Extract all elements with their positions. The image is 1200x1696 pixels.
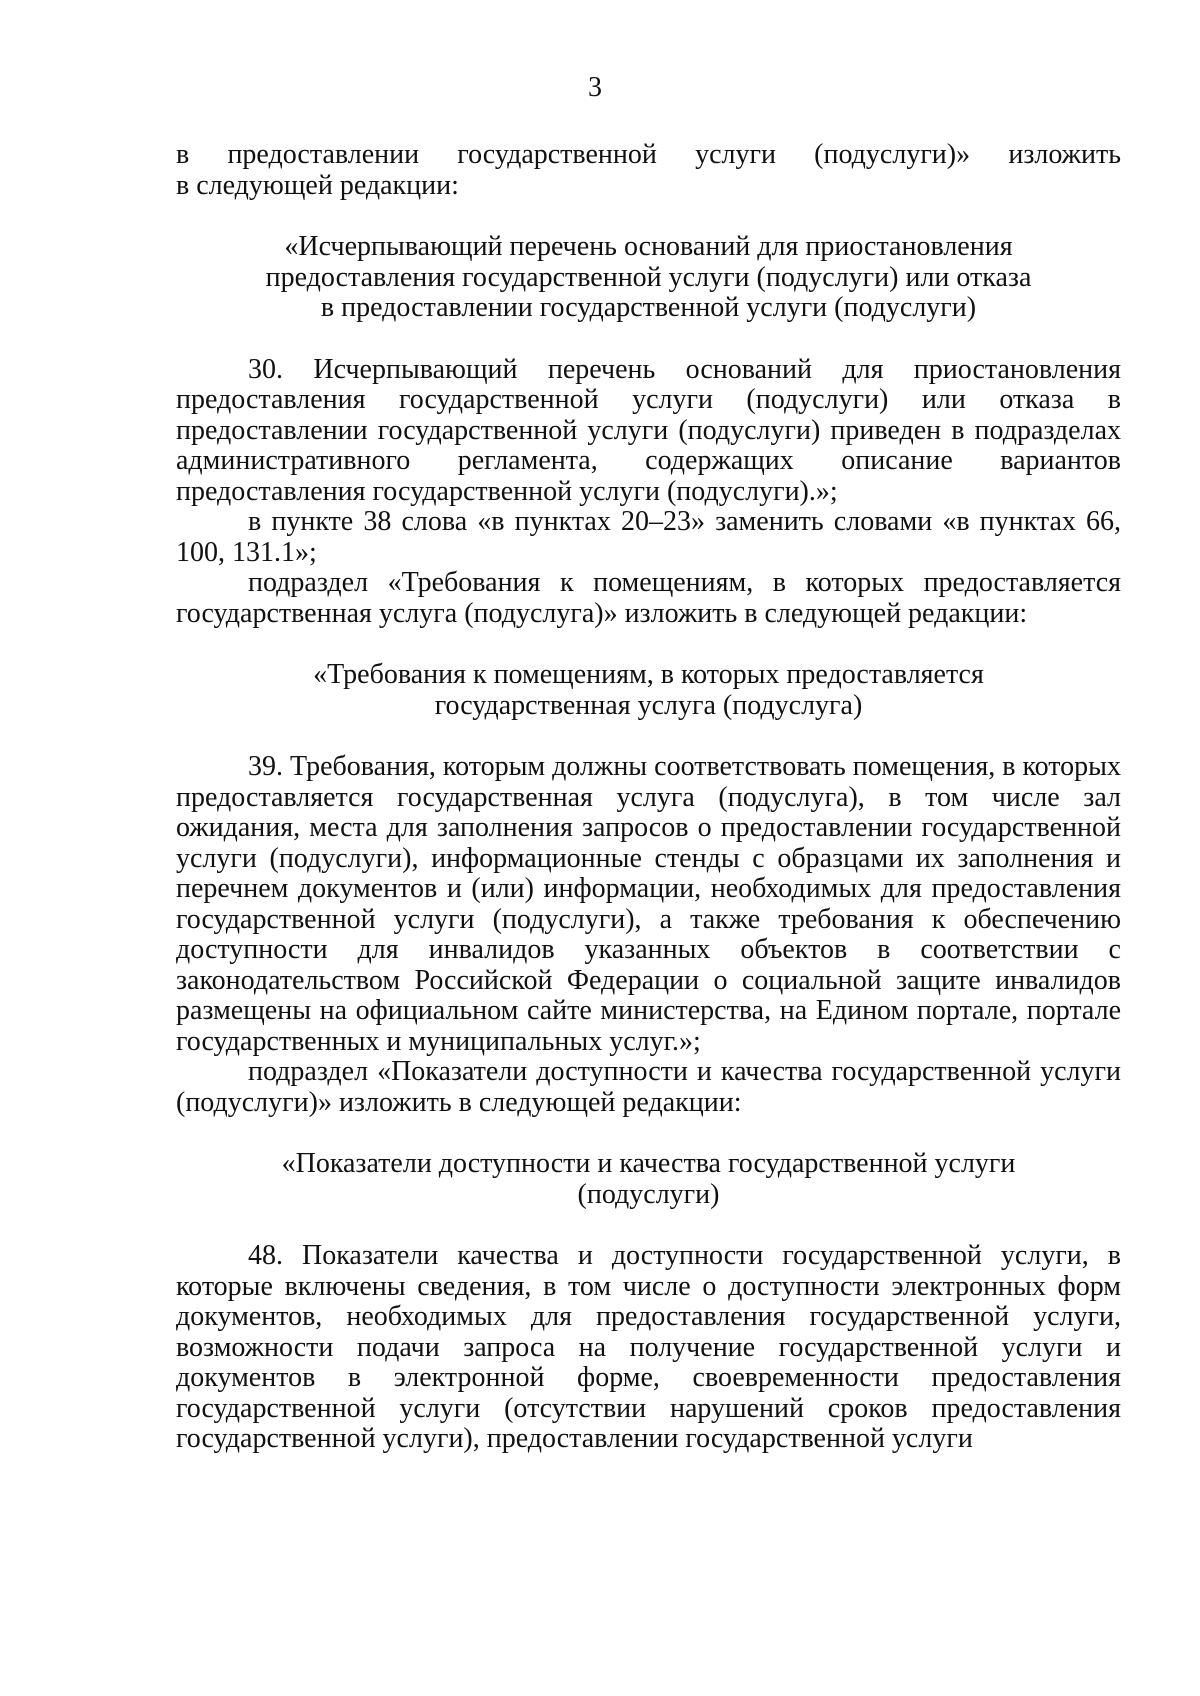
section-heading-grounds [176,232,1121,324]
intro-paragraph [176,140,1121,201]
paragraph-subsection-premises: подраздел «Требования к помещениям, в которых предоставляется государственная услуга (подуслуга)» изложить в следующей редакции: [176,567,1121,629]
section-heading-premises [176,660,1121,721]
paragraph-subsection-indicators: подраздел «Показатели доступности и качества государственной услуги (подуслуги)» изложить в следующей редакции: [176,1056,1121,1118]
paragraph-30: 30. Исчерпывающий перечень оснований для приостановления предоставления государственной услуги (подуслуги) или отказа в предоставлении государственной услуги (подуслуги) приведен в подразделах административного регламента, содержащих описание вариантов предоставления государственной услуги (подуслуги).»; [176,353,1121,507]
page-number: 3 [588,72,602,103]
intro-line-1: в предоставлении государственной услуги (подуслуги)» изложить [176,139,1121,170]
heading-grounds-line-1: «Исчерпывающий перечень оснований для приостановления [284,231,1013,262]
section-heading-indicators [176,1149,1121,1210]
document-body [176,140,1121,1455]
heading-grounds-line-2: предоставления государственной услуги (подуслуги) или отказа [265,261,1032,293]
paragraph-48: 48. Показатели качества и доступности государственной услуги, в которые включены сведения, в том числе о доступности электронных форм документов, необходимых для предоставления государственной услуги, возможности подачи запроса на получение государственной услуги и документов в электронной форме, своевременности предоставления государственной услуги (отсутствии нарушений сроков предоставления государственной услуги), предоставлении государственной услуги [176,1240,1121,1454]
heading-grounds-line-3: в предоставлении государственной услуги (подуслуги) [320,292,977,323]
heading-indicators-line-2: (подуслуги) [577,1178,720,1210]
heading-premises-line-2: государственная услуга (подуслуга) [434,689,863,721]
heading-premises-line-1: «Требования к помещениям, в которых предоставляется [313,659,984,690]
paragraph-item-38: в пункте 38 слова «в пунктах 20–23» заменить словами «в пунктах 66, 100, 131.1»; [176,506,1121,568]
heading-indicators-line-1: «Показатели доступности и качества государственной услуги [281,1148,1016,1179]
paragraph-39: 39. Требования, которым должны соответствовать помещения, в которых предоставляется государственная услуга (подуслуга), в том числе зал ожидания, места для заполнения запросов о предоставлении государственной услуги (подуслуги), информационные стенды с образцами их заполнения и перечнем документов и (или) информации, необходимых для предоставления государственной услуги (подуслуги), а также требования к обеспечению доступности для инвалидов указанных объектов в соответствии с законодательством Российской Федерации о социальной защите инвалидов размещены на официальном сайте министерства, на Едином портале, портале государственных и муниципальных услуг.»; [176,751,1121,1057]
intro-line-2: в следующей редакции: [176,169,459,201]
